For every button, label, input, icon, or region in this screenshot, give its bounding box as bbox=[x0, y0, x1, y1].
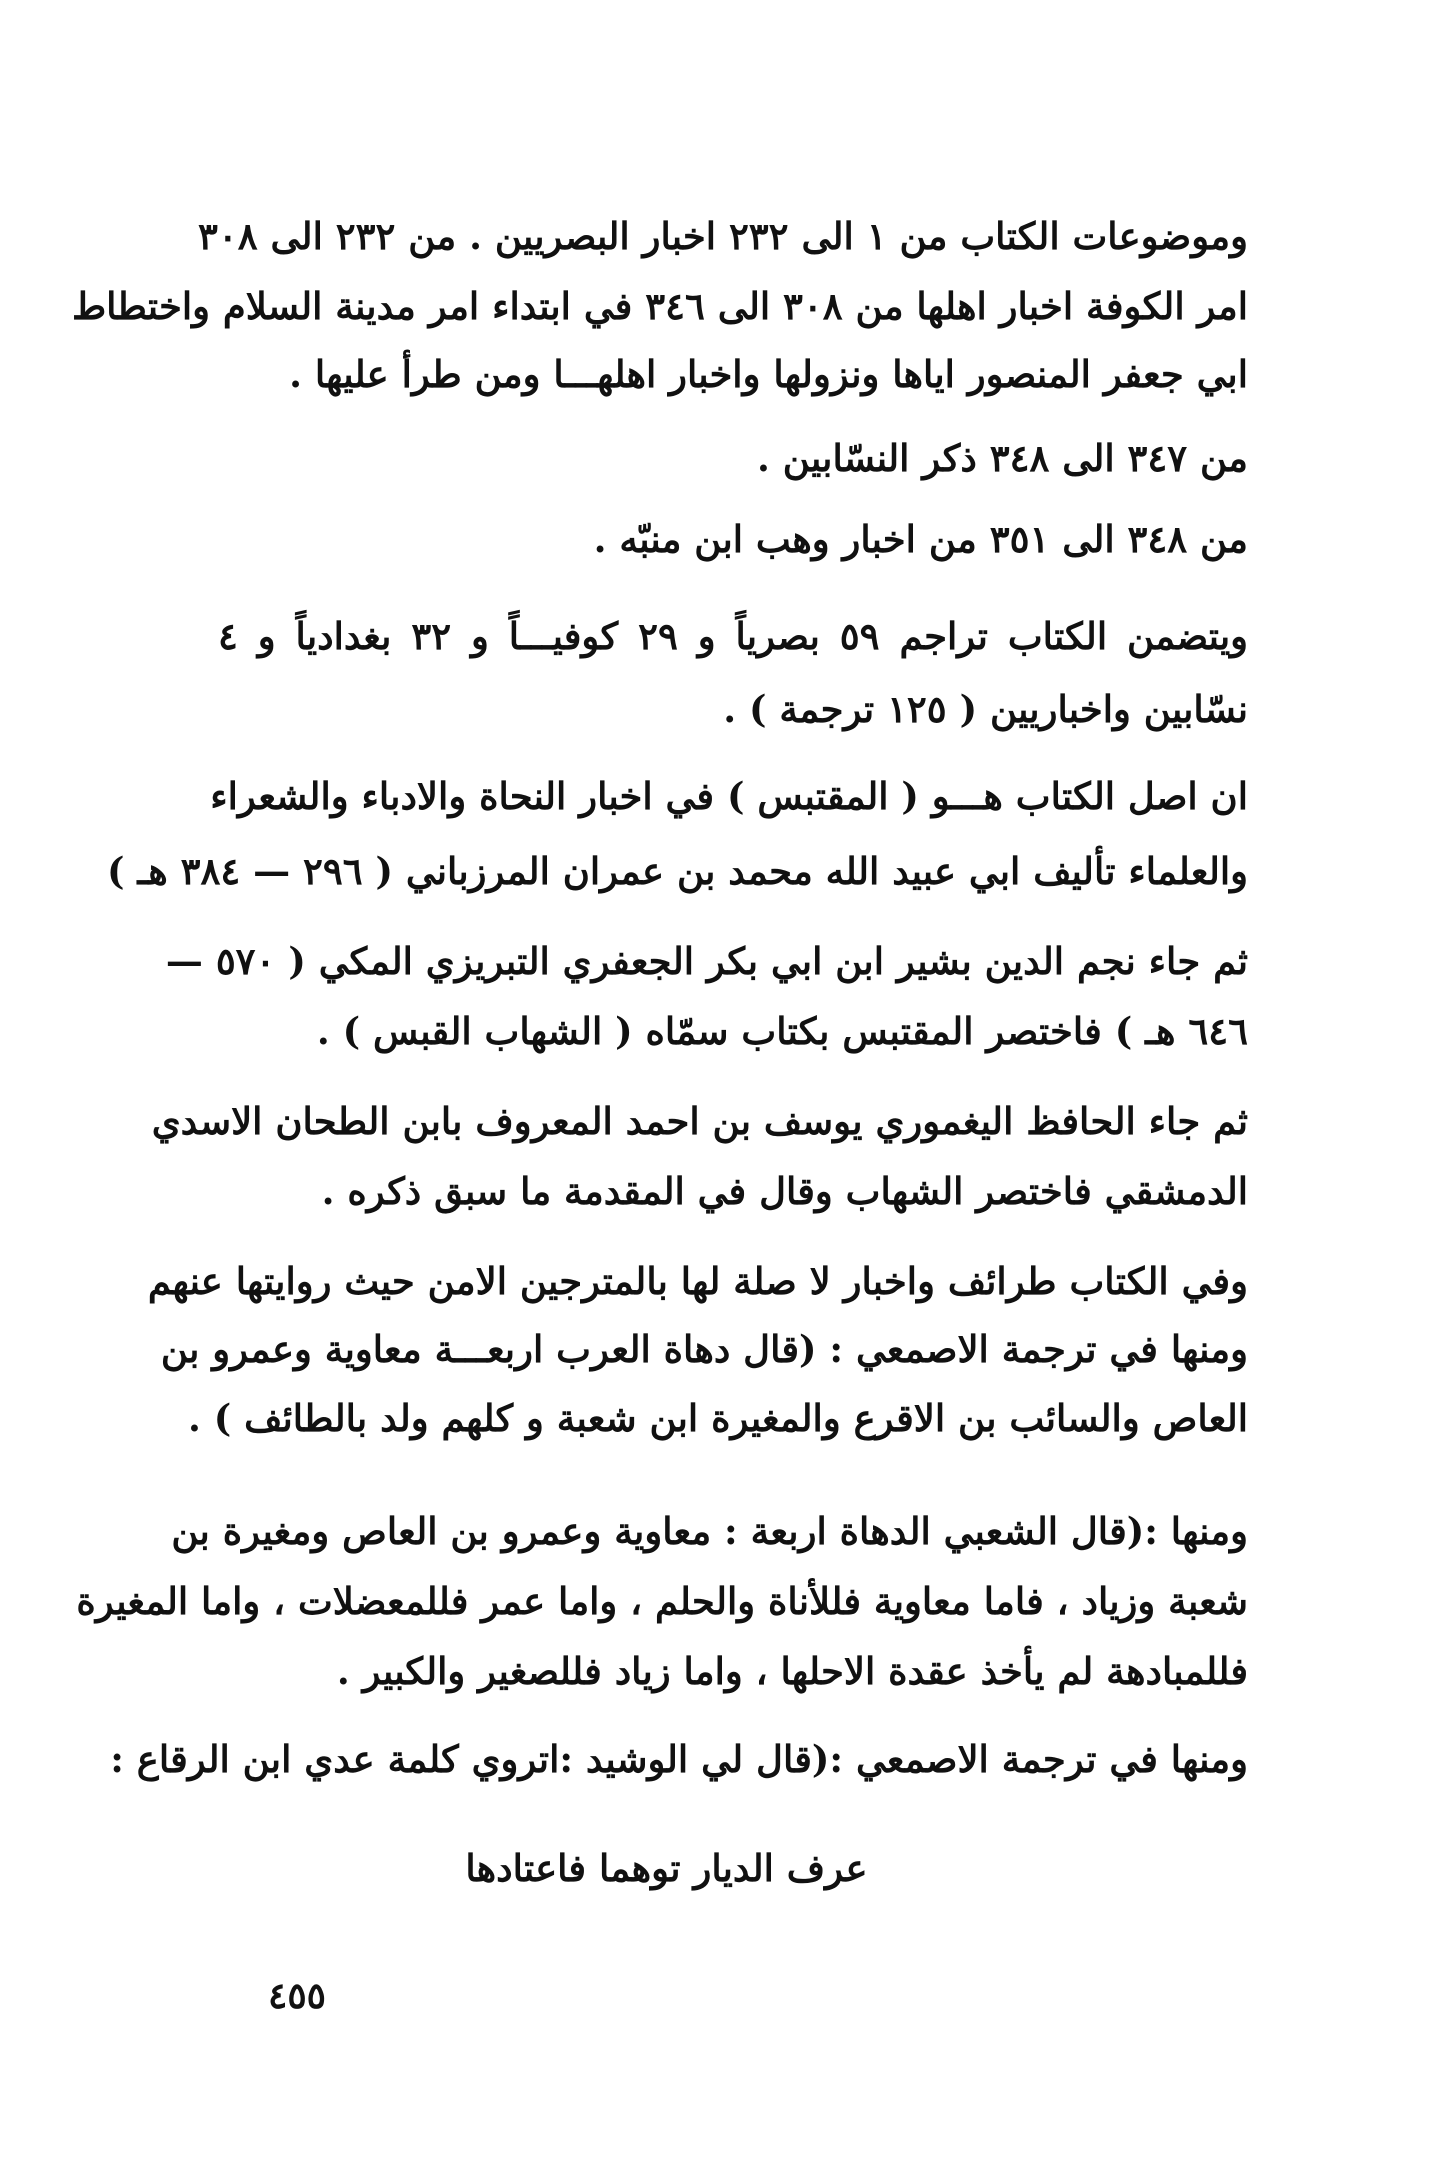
text-line: من ٣٤٨ الى ٣٥١ من اخبار وهب ابن منبّه . bbox=[593, 517, 1248, 561]
text-line: والعلماء تأليف ابي عبيد الله محمد بن عمران المرزباني ( ٢٩٦ — ٣٨٤ هـ ) bbox=[107, 849, 1248, 893]
text-line: نسّابين واخباريين ( ١٢٥ ترجمة ) . bbox=[723, 687, 1248, 731]
text-line: ويتضمن الكتاب تراجم ٥٩ بصرياً و ٢٩ كوفيـــاً و ٣٢ بغدادياً و ٤ bbox=[218, 614, 1248, 658]
page-number: ٤٥٥ bbox=[268, 1975, 327, 2017]
text-line: من ٣٤٧ الى ٣٤٨ ذكر النسّابين . bbox=[757, 436, 1248, 480]
text-line: امر الكوفة اخبار اهلها من ٣٠٨ الى ٣٤٦ في ابتداء امر مدينة السلام واختطاط bbox=[71, 284, 1248, 328]
text-line: ان اصل الكتاب هـــو ( المقتبس ) في اخبار النحاة والادباء والشعراء bbox=[210, 774, 1248, 818]
text-line: العاص والسائب بن الاقرع والمغيرة ابن شعبة و كلهم ولد بالطائف ) . bbox=[188, 1396, 1248, 1440]
text-line: ومنها في ترجمة الاصمعي : (قال دهاة العرب اربعـــة معاوية وعمرو بن bbox=[160, 1327, 1248, 1371]
text-line: الدمشقي فاختصر الشهاب وقال في المقدمة ما سبق ذكره . bbox=[321, 1169, 1248, 1213]
poetry-verse: عرف الديار توهما فاعتادها bbox=[465, 1846, 868, 1890]
text-line: شعبة وزياد ، فاما معاوية فللأناة والحلم ، واما عمر فللمعضلات ، واما المغيرة bbox=[76, 1579, 1248, 1623]
text-line: وموضوعات الكتاب من ١ الى ٢٣٢ اخبار البصريين . من ٢٣٢ الى ٣٠٨ bbox=[197, 214, 1248, 258]
text-line: ومنها في ترجمة الاصمعي :(قال لي الوشيد :اتروي كلمة عدي ابن الرقاع : bbox=[110, 1737, 1248, 1781]
text-line: ثم جاء نجم الدين بشير ابن ابي بكر الجعفري التبريزي المكي ( ٥٧٠ — bbox=[165, 939, 1248, 983]
text-line: ٦٤٦ هـ ) فاختصر المقتبس بكتاب سمّاه ( الشهاب القبس ) . bbox=[316, 1009, 1248, 1053]
text-line: وفي الكتاب طرائف واخبار لا صلة لها بالمترجين الامن حيث روايتها عنهم bbox=[147, 1259, 1248, 1303]
text-line: ثم جاء الحافظ اليغموري يوسف بن احمد المعروف بابن الطحان الاسدي bbox=[151, 1099, 1248, 1143]
text-line: ابي جعفر المنصور اياها ونزولها واخبار اهلهـــا ومن طرأ عليها . bbox=[289, 352, 1248, 396]
text-line: ومنها :(قال الشعبي الدهاة اربعة : معاوية وعمرو بن العاص ومغيرة بن bbox=[171, 1509, 1248, 1553]
text-line: فللمبادهة لم يأخذ عقدة الاحلها ، واما زياد فللصغير والكبير . bbox=[336, 1649, 1248, 1693]
